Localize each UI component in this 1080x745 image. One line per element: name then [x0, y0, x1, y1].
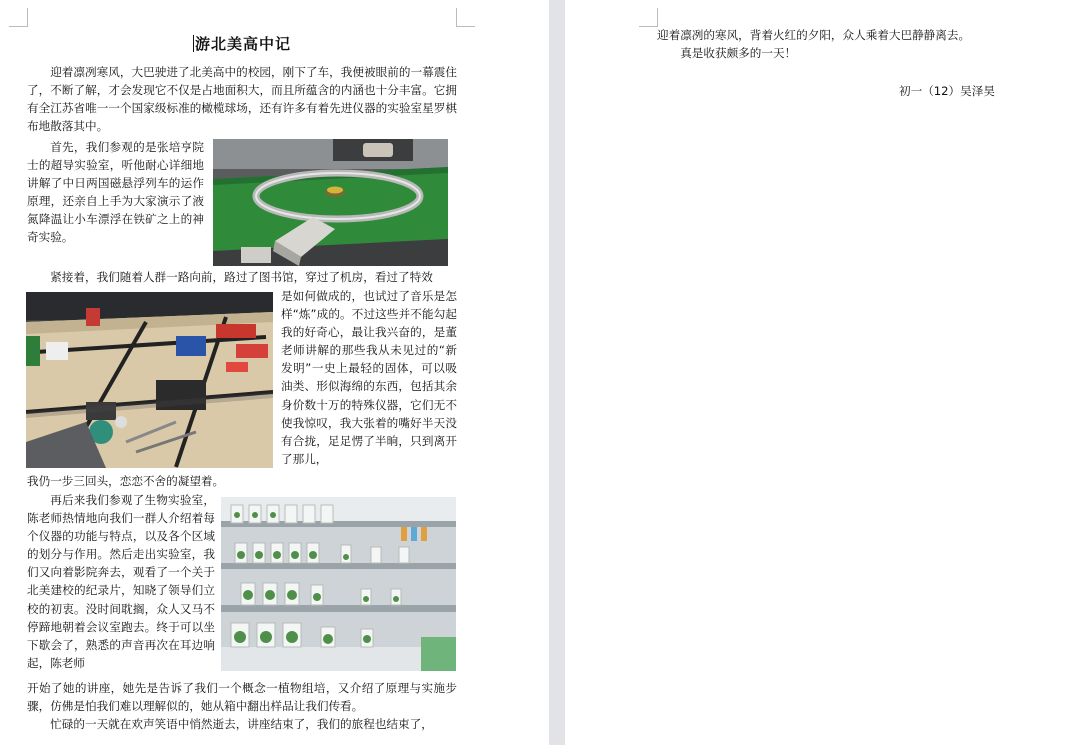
corner-mark-top-left	[639, 8, 658, 27]
paragraph-biology-lab: 再后来我们参观了生物实验室，陈老师热情地向我们一群人介绍着每个仪器的功能与特点，以及各个区域的划分与作用。然后走出实验室，我们又向着影院奔去，观看了一个关于北美建校的纪录片，知晓了领导们立校的初衷。没时间耽搁，众人又马不停蹄地朝着会议室跑去。终于可以坐下歇会了，熟悉的声音再次在耳边响起，陈老师	[27, 493, 215, 670]
plant-culture-shelves-photo	[221, 497, 456, 671]
author-signature: 初一（12）吴泽昊	[899, 84, 995, 98]
robotics-table-photo	[26, 292, 273, 468]
paragraph-superconductor-lab: 首先，我们参观的是张培亨院士的超导实验室，听他耐心详细地讲解了中日两国磁悬浮列车的运作原理，还亲自上手为大家演示了液氮降温让小车漂浮在铁矿之上的神奇实验。	[27, 140, 204, 245]
paragraph-new-inventions: 是如何做成的，也试过了音乐是怎样“炼”成的。不过这些并不能勾起我的好奇心，最让我兴奋的，是董老师讲解的那些我从未见过的“新发明”一史上最轻的固体，可以吸油类、形似海绵的东西，包括其余身价数十万的特殊仪器，它们无不使我惊叹，我大张着的嘴好半天没有合拢，足足愣了半晌，只到离开了那儿，	[281, 289, 457, 466]
paragraph-departure: 迎着凛冽的寒风，背着火红的夕阳，众人乘着大巴静静离去。	[657, 28, 971, 42]
paragraph-intro: 迎着凛冽寒风，大巴驶进了北美高中的校园，刚下了车，我便被眼前的一幕震住了，不断了解，才会发现它不仅是占地面积大，而且所蕴含的内涵也十分丰富。它拥有全江苏省唯一一个国家级标准的橄榄球场，还有许多有着先进仪器的实验室星罗棋布地散落其中。	[27, 65, 457, 134]
document-page-2[interactable]	[565, 0, 1080, 745]
paragraph-tour-line: 紧接着，我们随着人群一路向前，路过了图书馆，穿过了机房，看过了特效	[50, 270, 433, 284]
page-gap	[549, 0, 565, 745]
text-cursor	[193, 35, 194, 52]
corner-mark-top-left	[9, 8, 28, 27]
paragraph-closing: 真是收获颇多的一天！	[680, 46, 797, 60]
paragraph-look-back: 我仍一步三回头，恋恋不舍的凝望着。	[27, 474, 225, 488]
paragraph-lecture: 开始了她的讲座，她先是告诉了我们一个概念一植物组培，又介绍了原理与实施步骤，仿佛是怕我们难以理解似的，她从箱中翻出样品让我们传看。	[27, 681, 457, 714]
maglev-track-photo	[213, 139, 448, 266]
title-text: 游北美高中记	[194, 35, 291, 53]
paragraph-day-ends: 忙碌的一天就在欢声笑语中悄然逝去，讲座结束了，我们的旅程也结束了，	[50, 717, 433, 731]
document-title[interactable]	[27, 34, 457, 54]
corner-mark-top-right	[456, 8, 475, 27]
